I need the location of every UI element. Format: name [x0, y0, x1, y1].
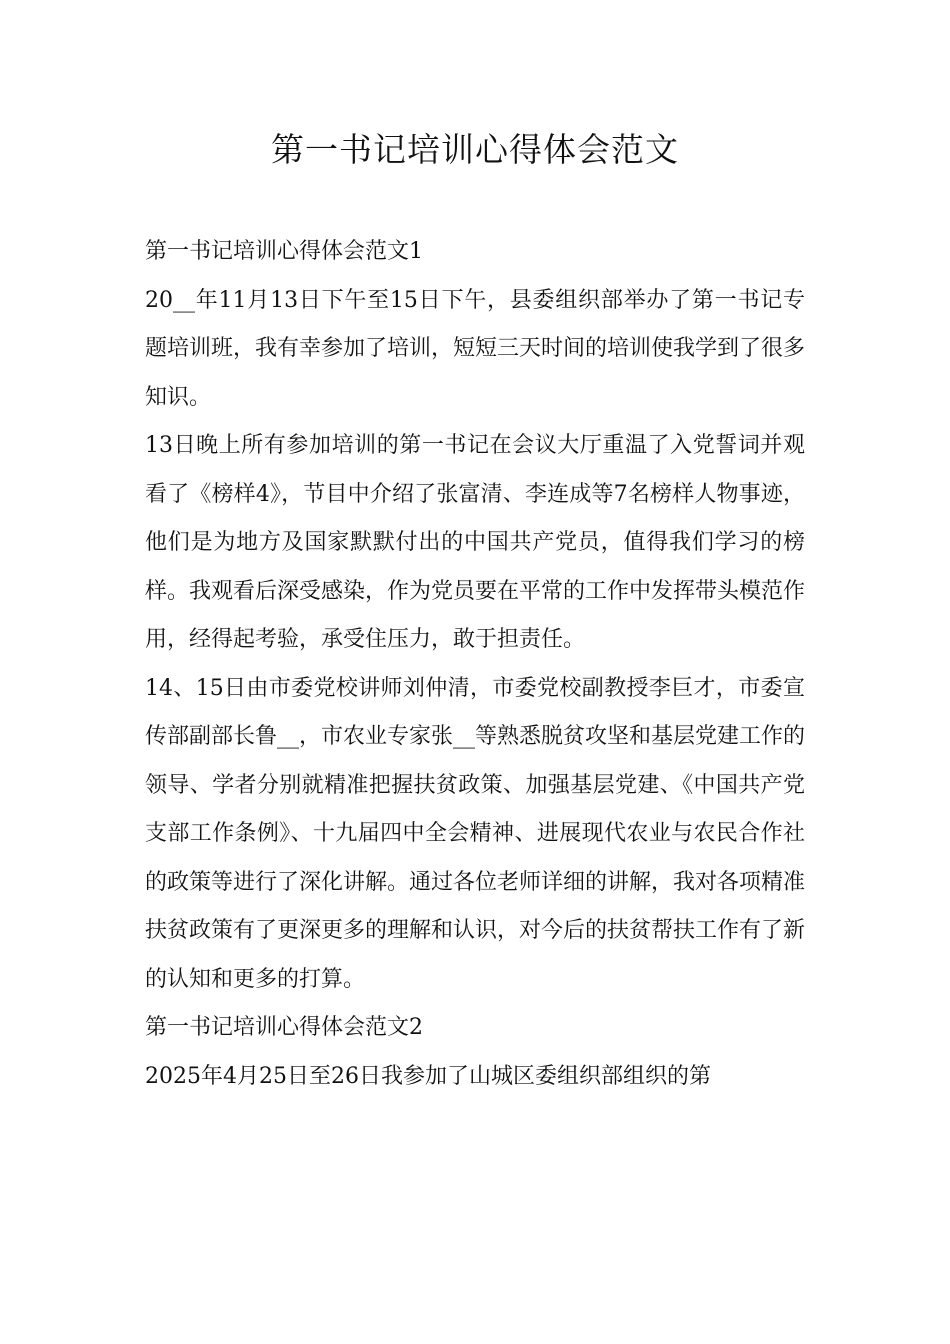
paragraph: 2025年4月25日至26日我参加了山城区委组织部组织的第 — [145, 1063, 711, 1089]
paragraph: 13日晚上所有参加培训的第一书记在会议大厅重温了入党誓词并观看了《榜样4》，节目中介绍了张富清、李连成等7名榜样人物事迹，他们是为地方及国家默默付出的中国共产党员，值得我们学习的榜样。我观看后深受感染，作为党员要在平常的工作中发挥带头模范作用，经得起考验，承受住压力，敢于担责任。 — [145, 433, 806, 652]
section-heading-1: 第一书记培训心得体会范文1 — [145, 239, 423, 264]
section-heading-2: 第一书记培训心得体会范文2 — [145, 1015, 423, 1040]
document-title: 第一书记培训心得体会范文 — [271, 130, 679, 169]
paragraph: 20__年11月13日下午至15日下午，县委组织部举办了第一书记专题培训班，我有幸参加了培训，短短三天时间的培训使我学到了很多知识。 — [145, 287, 806, 410]
paragraph: 14、15日由市委党校讲师刘仲清，市委党校副教授李巨才，市委宣传部副部长鲁__，市农业专家张__等熟悉脱贫攻坚和基层党建工作的领导、学者分别就精准把握扶贫政策、加强基层党建、《中国共产党支部工作条例》、十九届四中全会精神、进展现代农业与农民合作社的政策等进行了深化讲解。通过各位老师详细的讲解，我对各项精准扶贫政策有了更深更多的理解和认识，对今后的扶贫帮扶工作有了新的认知和更多的打算。 — [145, 675, 806, 992]
document-body — [145, 228, 805, 1101]
